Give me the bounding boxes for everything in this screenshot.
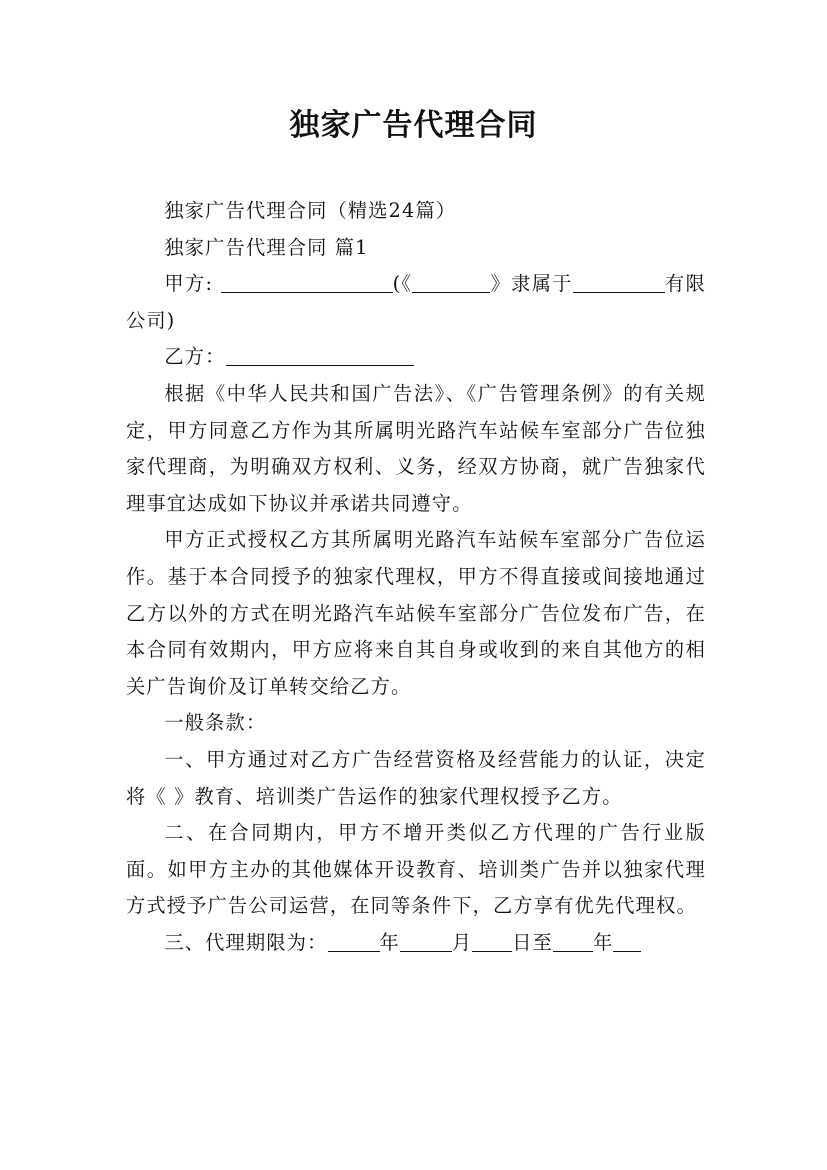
party-b-blank [226, 346, 414, 366]
term-label: 三、代理期限为： [164, 930, 328, 954]
paragraph-2: 甲方正式授权乙方其所属明光路汽车站候车室部分广告位运作。基于本合同授予的独家代理权，甲方不得直接或间接地通过乙方以外的方式在明光路汽车站候车室部分广告位发布广告，在本合同有效期内，甲方应将来自其自身或收到的来自其他方的相关广告询价及订单转交给乙方。 [126, 528, 706, 698]
document-title: 独家广告代理合同 [289, 108, 538, 143]
term-year: 年 [379, 930, 400, 954]
section-heading: 独家广告代理合同 篇1 [164, 235, 369, 259]
document-body [126, 193, 706, 961]
party-a-mid: (《 [392, 272, 413, 296]
term-year2: 年 [593, 930, 614, 954]
paragraph-general-terms: 一般条款： [164, 711, 267, 735]
term-month-blank [400, 932, 452, 952]
party-a-line [126, 266, 706, 339]
term-end-year-blank [553, 932, 593, 952]
term-day-to: 日至 [512, 930, 554, 954]
party-a-tail: 有限公司) [126, 272, 706, 332]
party-a-label: 甲方: [164, 272, 214, 296]
party-a-blank [221, 273, 393, 293]
party-b-label: 乙方： [164, 345, 226, 369]
term-day-blank [472, 932, 512, 952]
party-a-company-blank [573, 273, 665, 293]
term-month: 月 [451, 930, 473, 954]
document-subtitle: 独家广告代理合同（精选24篇） [164, 199, 457, 222]
clause-3-term [126, 925, 706, 962]
term-end-month-blank [613, 932, 641, 952]
clause-1: 一、甲方通过对乙方广告经营资格及经营能力的认证，决定将《 》教育、培训类广告运作的独家代理权授予乙方。 [126, 747, 706, 808]
clause-2: 二、在合同期内，甲方不增开类似乙方代理的广告行业版面。如甲方主办的其他媒体开设教育、培训类广告并以独家代理方式授予广告公司运营，在同等条件下，乙方享有优先代理权。 [126, 821, 706, 918]
term-year-blank [328, 932, 380, 952]
party-a-brand-blank [412, 273, 490, 293]
party-b-line [126, 339, 706, 376]
party-a-mid2: 》隶属于 [490, 272, 573, 296]
paragraph-1: 根据《中华人民共和国广告法》、《广告管理条例》的有关规定，甲方同意乙方作为其所属明光路汽车站候车室部分广告位独家代理商，为明确双方权利、义务，经双方协商，就广告独家代理事宜达成如下协议并承诺共同遵守。 [126, 381, 706, 515]
